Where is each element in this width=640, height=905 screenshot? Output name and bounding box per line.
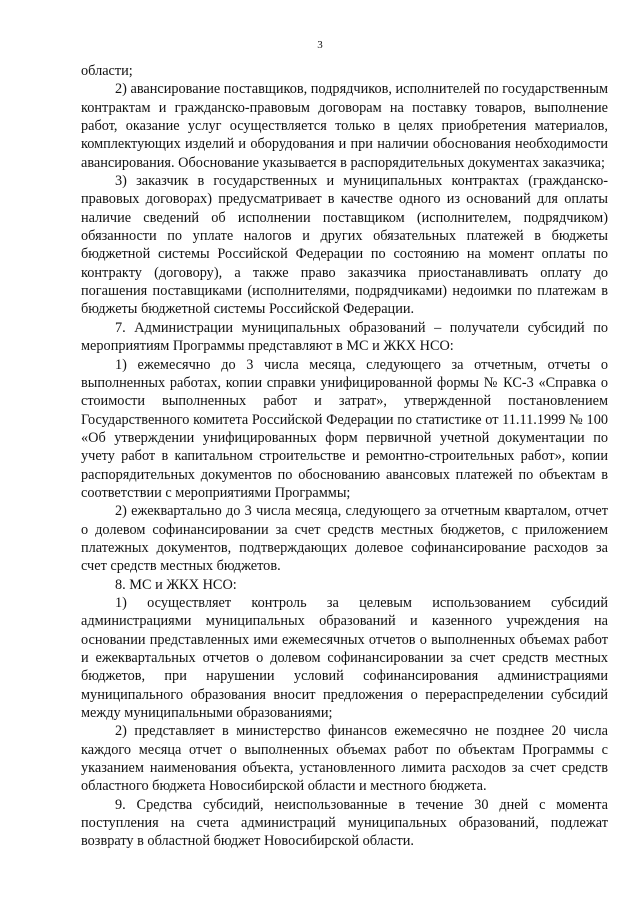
paragraph-continuation: области; [81, 63, 133, 79]
paragraph-section-7-item-1: 1) ежемесячно до 3 числа месяца, следующего за отчетным, отчеты о выполненных работах, копии справки унифицированной формы № КС-3 «Справка о стоимости выполненных работ и затрат», утвержденной постановлением Государственного комитета Российской Федерации по статистике от 11.11.1999 № 100 «Об утверждении унифицированных форм первичной учетной документации по учету работ в капитальном строительстве и ремонтно-строительных работ», копии распорядительных документов по обоснованию авансовых платежей по объектам в соответствии с мероприятиями Программы; [81, 356, 608, 501]
paragraph-section-9: 9. Средства субсидий, неиспользованные в течение 30 дней с момента поступления на счета администраций муниципальных образований, подлежат возврату в областной бюджет Новосибирской области. [81, 796, 608, 850]
paragraph-section-7: 7. Администрации муниципальных образований – получатели субсидий по мероприятиям Программы представляют в МС и ЖКХ НСО: [81, 319, 608, 355]
paragraph-section-7-item-2: 2) ежеквартально до 3 числа месяца, следующего за отчетным кварталом, отчет о долевом софинансировании за счет средств местных бюджетов, с приложением платежных документов, подтверждающих долевое софинансирование расходов за счет средств местных бюджетов. [81, 503, 608, 575]
page-number: 3 [317, 39, 323, 51]
paragraph-section-8-item-1: 1) осуществляет контроль за целевым использованием субсидий администрациями муниципальных образований и казенного учреждения на основании представленных ими ежемесячных отчетов о выполненных объемах работ и ежеквартальных отчетов о долевом софинансировании за счет средств местных бюджетов, при нарушении условий софинансирования администрациями муниципального образования вносит предложения о перераспределении субсидий между муниципальными образованиями; [81, 594, 608, 722]
document-body [81, 62, 608, 851]
paragraph-section-8: 8. МС и ЖКХ НСО: [115, 576, 237, 593]
paragraph-item-3-customer-contracts: 3) заказчик в государственных и муниципальных контрактах (гражданско-правовых договорах) предусматривает в качестве одного из оснований для оплаты наличие сведений об исполнении поставщиком (исполнителем, подрядчиком) обязанности по уплате налогов и других обязательных платежей в бюджеты бюджетной системы Российской Федерации по состоянию на момент оплаты по контракту (договору), а также право заказчика приостанавливать оплату до погашения поставщиками (исполнителями, подрядчиками) недоимки по платежам в бюджеты бюджетной системы Российской Федерации. [81, 173, 608, 318]
paragraph-item-2-advance-payment: 2) авансирование поставщиков, подрядчиков, исполнителей по государственным контрактам и гражданско-правовым договорам на поставку товаров, выполнение работ, оказание услуг осуществляется только в целях приобретения материалов, комплектующих изделий и оборудования и при наличии обоснования необходимости авансирования. Обоснование указывается в распорядительных документах заказчика; [81, 81, 608, 171]
paragraph-section-8-item-2: 2) представляет в министерство финансов ежемесячно не позднее 20 числа каждого месяца отчет о выполненных объемах работ по объектам Программы с указанием наименования объекта, установленного лимита расходов за счет средств областного бюджета Новосибирской области и местного бюджета. [81, 723, 608, 795]
